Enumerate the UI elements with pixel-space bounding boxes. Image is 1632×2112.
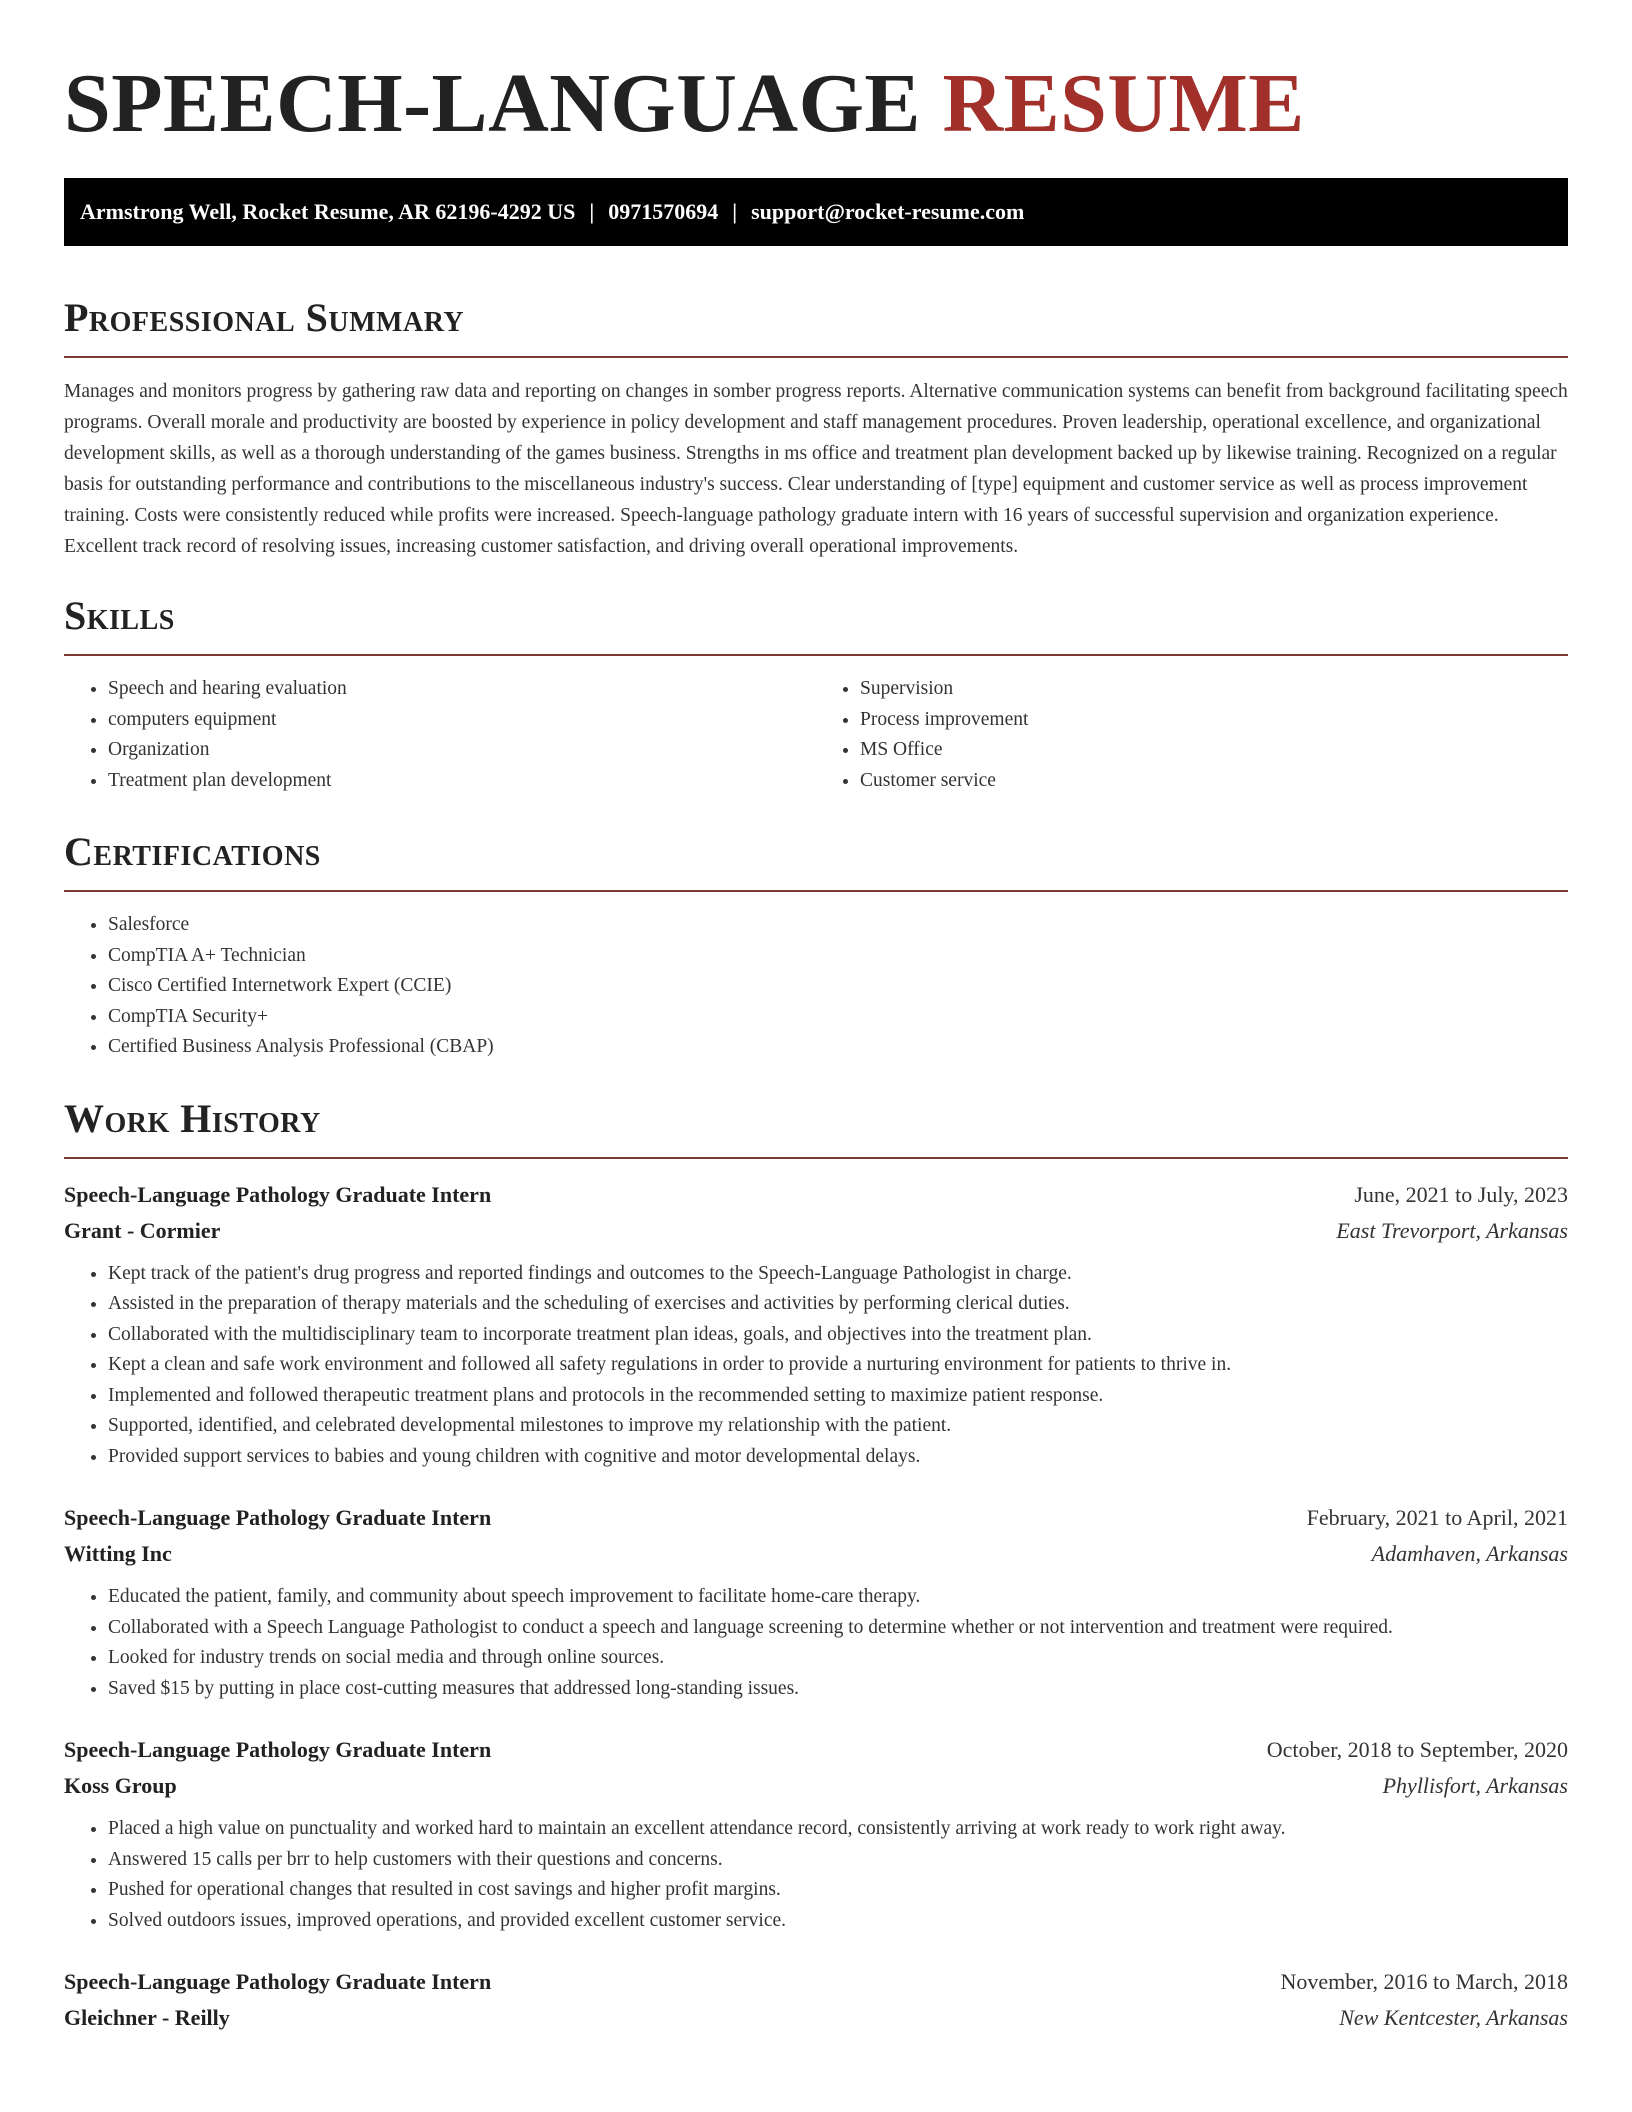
job-duty: • Kept track of the patient's drug progress and reported findings and outcomes to the Speech-Language Pathologist in charge. (108, 1259, 1568, 1290)
job-company-row (64, 1536, 1568, 1572)
skill-item: • Treatment plan development (108, 766, 816, 797)
job-location: Adamhaven, Arkansas (1371, 1541, 1568, 1566)
section-divider (64, 654, 1568, 656)
job-duty: • Pushed for operational changes that resulted in cost savings and higher profit margins. (108, 1875, 1568, 1906)
job-duty: • Kept a clean and safe work environment and followed all safety regulations in order to provide a nurturing environment for patients to thrive in. (108, 1350, 1568, 1381)
job-company: Witting Inc (64, 1541, 172, 1566)
job-duty: • Collaborated with the multidisciplinary team to incorporate treatment plan ideas, goals, and objectives into the treatment plan. (108, 1320, 1568, 1351)
job-duty: • Supported, identified, and celebrated developmental milestones to improve my relationship with the patient. (108, 1411, 1568, 1442)
certification-item: • Salesforce (108, 910, 1568, 941)
skills-heading: Skills (64, 593, 175, 638)
contact-email: support@rocket-resume.com (751, 199, 1025, 224)
certification-item: • CompTIA Security+ (108, 1002, 1568, 1033)
skills-list-right (816, 674, 1568, 796)
job-duty: • Assisted in the preparation of therapy materials and the scheduling of exercises and activities by performing clerical duties. (108, 1289, 1568, 1320)
job-duty: • Educated the patient, family, and community about speech improvement to facilitate home-care therapy. (108, 1582, 1568, 1613)
job-header-row (64, 1177, 1568, 1213)
job-location: Phyllisfort, Arkansas (1382, 1773, 1568, 1798)
title-main: SPEECH-LANGUAGE (64, 57, 921, 150)
job-duty: • Provided support services to babies and young children with cognitive and motor developmental delays. (108, 1442, 1568, 1473)
skill-item: • Speech and hearing evaluation (108, 674, 816, 705)
certification-item: • CompTIA A+ Technician (108, 941, 1568, 972)
skill-item: • Supervision (860, 674, 1568, 705)
job-company-row (64, 2000, 1568, 2036)
job-duties-list (64, 1814, 1568, 1936)
job-header-row (64, 1732, 1568, 1768)
skills-grid (64, 674, 1568, 796)
contact-separator: | (589, 199, 595, 224)
job-duty: • Placed a high value on punctuality and worked hard to maintain an excellent attendance record, consistently arriving at work ready to work right away. (108, 1814, 1568, 1845)
certifications-list (64, 910, 1568, 1063)
summary-section (64, 294, 1568, 562)
job-dates: February, 2021 to April, 2021 (1306, 1505, 1568, 1530)
job-company: Grant - Cormier (64, 1217, 221, 1243)
job-duty: • Answered 15 calls per brr to help customers with their questions and concerns. (108, 1845, 1568, 1876)
skills-section (64, 592, 1568, 796)
section-divider (64, 356, 1568, 358)
skill-item: • MS Office (860, 735, 1568, 766)
job-title: Speech-Language Pathology Graduate Intern (64, 1737, 492, 1762)
title-accent: RESUME (942, 57, 1305, 150)
job-entry (64, 1500, 1568, 1704)
certification-item: • Certified Business Analysis Professional (CBAP) (108, 1032, 1568, 1063)
contact-address: Armstrong Well, Rocket Resume, AR 62196-4292 US (80, 199, 576, 224)
job-duties-list (64, 1582, 1568, 1704)
job-duties-list (64, 1259, 1568, 1473)
job-title: Speech-Language Pathology Graduate Intern (64, 1969, 492, 1994)
job-duty: • Looked for industry trends on social media and through online sources. (108, 1643, 1568, 1674)
skill-item: • Organization (108, 735, 816, 766)
work-history-section (64, 1095, 1568, 2037)
section-divider (64, 890, 1568, 892)
job-dates: November, 2016 to March, 2018 (1280, 1969, 1568, 1994)
certifications-heading: Certifications (64, 829, 321, 874)
job-company: Koss Group (64, 1773, 177, 1798)
certification-item: • Cisco Certified Internetwork Expert (CCIE) (108, 971, 1568, 1002)
job-title: Speech-Language Pathology Graduate Intern (64, 1505, 492, 1530)
contact-phone: 0971570694 (608, 199, 719, 224)
work-history-heading: Work History (64, 1095, 321, 1141)
job-entry (64, 1732, 1568, 1936)
resume-title (64, 0, 1568, 152)
job-title: Speech-Language Pathology Graduate Intern (64, 1181, 492, 1207)
job-duty: • Solved outdoors issues, improved operations, and provided excellent customer service. (108, 1906, 1568, 1937)
certifications-section (64, 828, 1568, 1063)
job-company-row (64, 1213, 1568, 1249)
job-header-row (64, 1500, 1568, 1536)
summary-heading: Professional Summary (64, 295, 465, 340)
job-header-row (64, 1964, 1568, 2000)
job-location: New Kentcester, Arkansas (1339, 2005, 1568, 2030)
job-dates: October, 2018 to September, 2020 (1266, 1737, 1568, 1762)
contact-separator: | (732, 199, 738, 224)
job-duty: • Implemented and followed therapeutic treatment plans and protocols in the recommended setting to maximize patient response. (108, 1381, 1568, 1412)
skills-list-left (64, 674, 816, 796)
job-duty: • Saved $15 by putting in place cost-cutting measures that addressed long-standing issues. (108, 1674, 1568, 1705)
skill-item: • Process improvement (860, 705, 1568, 736)
job-entry (64, 1964, 1568, 2036)
section-divider (64, 1157, 1568, 1159)
skill-item: • computers equipment (108, 705, 816, 736)
job-location: East Trevorport, Arkansas (1336, 1217, 1568, 1243)
contact-bar (64, 178, 1568, 246)
job-entry (64, 1177, 1568, 1473)
job-company-row (64, 1768, 1568, 1804)
job-company: Gleichner - Reilly (64, 2005, 230, 2030)
job-duty: • Collaborated with a Speech Language Pathologist to conduct a speech and language screening to determine whether or not intervention and treatment were required. (108, 1613, 1568, 1644)
job-dates: June, 2021 to July, 2023 (1354, 1181, 1568, 1207)
summary-text: Manages and monitors progress by gathering raw data and reporting on changes in somber progress reports. Alternative communication systems can benefit from background facilitating speech programs. Overall morale and productivity are boosted by experience in policy development and staff management procedures. Proven leadership, operational excellence, and organizational development skills, as well as a thorough understanding of the games business. Strengths in ms office and treatment plan development backed up by likewise training. Recognized on a regular basis for outstanding performance and contributions to the miscellaneous industry's success. Clear understanding of [type] equipment and customer service as well as process improvement training. Costs were consistently reduced while profits were increased. Speech-language pathology graduate intern with 16 years of successful supervision and organization experience. Excellent track record of resolving issues, increasing customer satisfaction, and driving overall operational improvements. (64, 381, 1568, 557)
skill-item: • Customer service (860, 766, 1568, 797)
